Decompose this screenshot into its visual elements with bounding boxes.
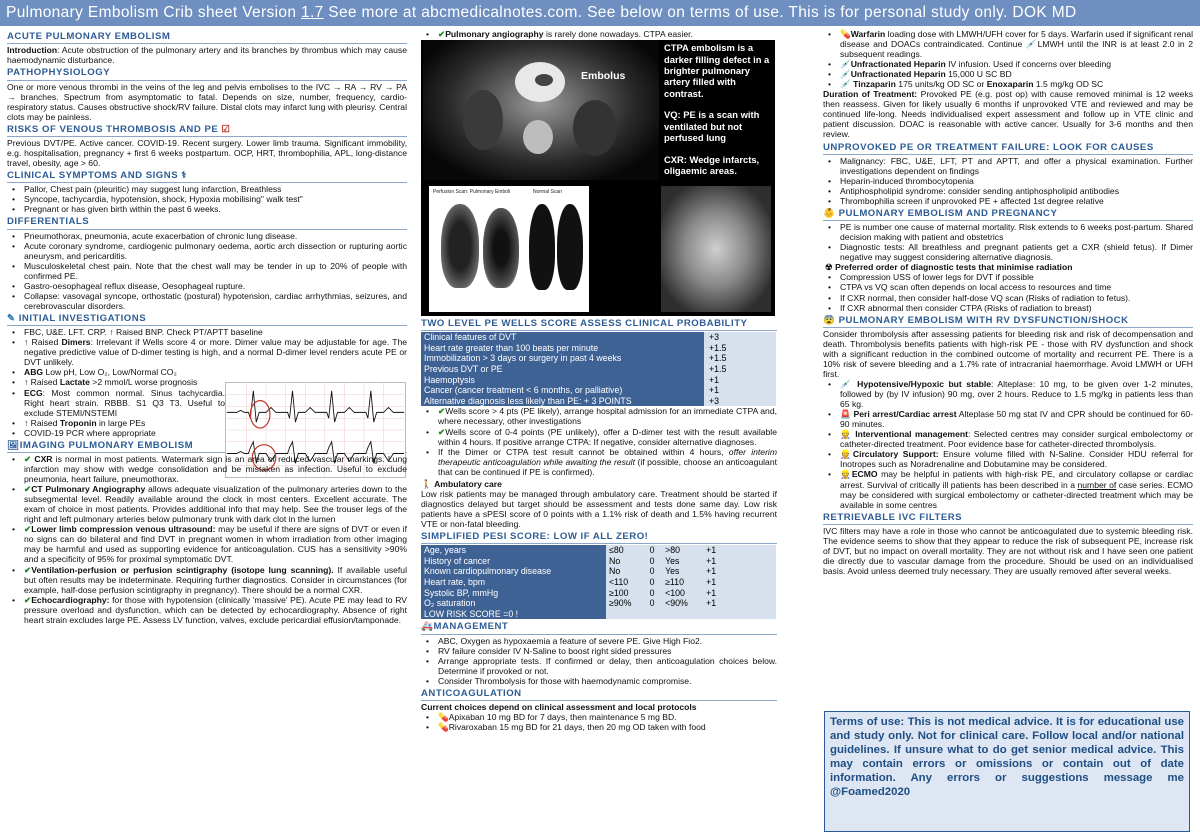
table-row: Known cardiopulmonary disease No 0 Yes +1 <box>421 566 776 577</box>
duration-text: Duration of Treatment: Provoked PE (e.g. post op) with cause removed minimal is 12 weeks then reassess. Given for likely usually 6 months if unprovoked VTE and reviewed and may be continued life-long. Needs individualised expert assessment and follow up in VTE clinic and patient discussion. DOAC is reasonable with active cancer. Usually for 3-6 months and then review. <box>823 89 1193 140</box>
table-row: O₂ saturation ≥90% 0 <90% +1 <box>421 598 776 609</box>
wells-table <box>421 332 776 406</box>
risks-heading: RISKS OF VENOUS THROMBOSIS AND PE ☑ <box>7 124 407 137</box>
list-item: • 💉 Tinzaparin 175 units/kg OD SC or Enoxaparin 1.5 mg/kg OD SC <box>823 79 1193 89</box>
terms-of-use-box: Terms of use: This is not medical advice. It is for educational use and study only. Not for clinical care. Follow local and/or national guidelines. If unsure what to do get senior medical advice. This may contain errors or omissions or contain out of date information. Any errors or suggestions message me @Foamed2020 <box>824 711 1190 832</box>
baby-icon: 👶 <box>823 207 836 219</box>
list-item: • ✔Wells score > 4 pts (PE likely), arrange hospital admission for an immediate CTPA and, where necessary, other investigations <box>421 406 777 426</box>
differentials-list <box>7 231 407 311</box>
list-item: • Syncope, tachycardia, hypotension, shock, Hypoxia mobilising" walk test" <box>7 194 407 204</box>
table-row: Immobilization > 3 days or surgery in past 4 weeks +1.5 <box>421 353 776 364</box>
list-item: • 👷 Interventional management: Selected centres may consider surgical embolectomy or catheter-directed treatment. Poor evidence base for catheter-directed thrombolysis. <box>823 429 1193 449</box>
list-item: • ↑ Raised Troponin in large PEs <box>7 418 407 428</box>
column-3 <box>823 29 1193 834</box>
list-item: • Pneumothorax, pneumonia, acute exacerbation of chronic lung disease. <box>7 231 407 241</box>
ambulance-icon: 🚶 <box>421 478 432 489</box>
syringe-icon: 💉 <box>840 59 851 70</box>
list-item: • If CXR normal, then consider half-dose VQ scan (Risks of radiation to fetus). <box>823 293 1193 303</box>
version-link[interactable]: 1.7 <box>301 4 324 21</box>
doctor-icon: 👷 <box>840 429 852 440</box>
ivc-heading: RETRIEVABLE IVC FILTERS <box>823 512 1193 525</box>
list-item: • 💉Unfractionated Heparin IV infusion. Used if concerns over bleeding <box>823 59 1193 69</box>
pen-icon: ✎ <box>7 313 16 325</box>
list-item: • PE is number one cause of maternal mortality. Risk extends to 6 weeks post-partum. Shared decision making with patient and obstetrics <box>823 222 1193 242</box>
check-icon: ✔ <box>438 426 446 437</box>
list-item: • 🚨 Peri arrest/Cardiac arrest Alteplase 50 mg stat IV and CPR should be continued for 60-90 minutes. <box>823 409 1193 429</box>
ctpa-image <box>423 40 659 180</box>
list-item: • CTPA vs VQ scan often depends on local access to resources and time <box>823 282 1193 292</box>
table-row: Cancer (cancer treatment < 6 months, or palliative) +1 <box>421 385 776 396</box>
ivc-text: IVC filters may have a role in those who cannot be anticoagulated due to systemic bleeding risk. The evidence seems to show that they appear to reduce the risk of subsequent PE, increase risk of DVT, but no impact on overall mortality. They are not without risk and I have seen one patient die directly due to vascular damage from the procedure. Should be used on an individualised basis. Avoid unless deemed truly necessary. They are usually removed after several weeks. <box>823 525 1193 577</box>
list-item: • Gastro-oesophageal reflux disease, Oesophageal rupture. <box>7 281 407 291</box>
list-item: • 👷ECMO may be helpful in patients with high-risk PE, and circulatory collapse or cardiac arrest. Survival of critically ill patients has been described in a number of case series. ECMO may be considered with surgical embolectomy or catheter-directed treatment which may be available in some centres <box>823 469 1193 509</box>
check-icon: ✔ <box>24 594 32 605</box>
list-item: • If CXR abnormal then consider CTPA (Risks of radiation to breast) <box>823 303 1193 313</box>
check-icon: ✔ <box>438 29 446 39</box>
table-row: Alternative diagnosis less likely than PE: + 3 POINTS +3 <box>421 396 776 407</box>
unprovoked-heading: UNPROVOKED PE OR TREATMENT FAILURE: LOOK FOR CAUSES <box>823 142 1193 155</box>
acute-pe-heading: ACUTE PULMONARY EMBOLISM <box>7 31 407 44</box>
table-row: Heart rate, bpm <110 0 ≥110 +1 <box>421 577 776 588</box>
list-item: • Consider Thrombolysis for those with haemodynamic compromise. <box>421 676 777 686</box>
stethoscope-icon: ⚕ <box>181 170 187 182</box>
list-item: • ECG: Most common normal. Sinus tachycardia. Right heart strain. RBBB. S1 Q3 T3. Useful to exclude STEMI/NSTEMI <box>7 388 407 418</box>
list-item: • ✔Pulmonary angiography is rarely done nowadays. CTPA easier. <box>421 29 777 39</box>
unprovoked-list <box>823 156 1193 206</box>
list-item: • Pallor, Chest pain (pleuritic) may suggest lung infarction, Breathless <box>7 184 407 194</box>
investigations-heading: ✎ INITIAL INVESTIGATIONS <box>7 313 407 326</box>
list-item: • Pregnant or has given birth within the past 6 weeks. <box>7 204 407 214</box>
alarm-icon: 🚨 <box>840 409 851 420</box>
doctor-icon: 👷 <box>840 469 852 480</box>
table-row: Heart rate greater than 100 beats per minute +1.5 <box>421 343 776 354</box>
pill-icon: 💊 <box>438 712 449 723</box>
syringe-icon: 💉 <box>840 69 851 80</box>
management-heading: 🚑MANAGEMENT <box>421 621 777 634</box>
image-icon: 🖼 <box>7 439 20 451</box>
imaging-figure <box>421 40 775 316</box>
list-item: • ABG Low pH, Low O₂, Low/Normal CO₂ <box>7 367 407 377</box>
list-item: • 💉 Hypotensive/Hypoxic but stable: Alteplase: 10 mg, to be given over 1-2 minutes, followed by (by IV infusion) 90 mg, over 2 hours. Reduce to 1.5 mg/kg in patients less than 65 kg. <box>823 379 1193 409</box>
anticoagulation-heading: ANTICOAGULATION <box>421 688 777 701</box>
introduction: Introduction: Acute obstruction of the pulmonary artery and its branches by thrombus which may cause haemodynamic disturbance. <box>7 45 407 66</box>
pesi-heading: SIMPLIFIED PESI SCORE: LOW IF ALL ZERO! <box>421 531 777 544</box>
checkbox-icon: ☑ <box>221 123 231 135</box>
list-item: • Musculoskeletal chest pain. Note that the chest wall may be tender in up to 20% of people with confirmed PE. <box>7 261 407 281</box>
wells-heading: TWO LEVEL PE WELLS SCORE ASSESS CLINICAL PROBABILITY <box>421 318 777 331</box>
pathophysiology-heading: PATHOPHYSIOLOGY <box>7 67 407 80</box>
check-icon: ✔ <box>24 524 32 535</box>
list-item: • FBC, U&E. LFT. CRP. ↑ Raised BNP. Check PT/APTT baseline <box>7 327 407 337</box>
anticoagulation-intro: Current choices depend on clinical assessment and local protocols <box>421 702 697 713</box>
list-item: • Acute coronary syndrome, cardiogenic pulmonary oedema, aortic arch dissection or rupturing aortic aneurysm, and pericarditis. <box>7 241 407 261</box>
table-row: Haemoptysis +1 <box>421 375 776 386</box>
list-item: • 💊Rivaroxaban 15 mg BD for 21 days, then 20 mg OD taken with food <box>421 722 777 732</box>
radiation-icon: ☢ <box>825 262 833 273</box>
list-item: • COVID-19 PCR where appropriate <box>7 428 407 438</box>
anticoagulant-list <box>823 29 1193 89</box>
list-item: • Compression USS of lower legs for DVT if possible <box>823 272 1193 282</box>
list-item: • ✔Echocardiography: for those with hypotension (clinically 'massive' PE). Acute PE may lead to RV pressure overload and dysfunction, which can be detected by echocardiography. Absence of right heart strain excludes large PE. Assess LV function, valves, exclude pericardial effusion/tamponade. <box>7 595 407 625</box>
rv-list <box>823 379 1193 510</box>
embolus-label: Embolus <box>581 70 626 83</box>
list-item: • ↑ Raised Dimers: Irrelevant if Wells score 4 or more. Dimer value may be adjustable for age. The negative predictive value of D-dimer testing is high, and a normal D-dimer level renders acute PE or DVT unlikely. <box>7 337 407 367</box>
management-list <box>421 636 777 686</box>
wells-actions <box>421 406 777 476</box>
table-row: History of cancer No 0 Yes +1 <box>421 556 776 567</box>
clinical-list <box>7 184 407 214</box>
table-row: Previous DVT or PE +1.5 <box>421 364 776 375</box>
list-item: • Arrange appropriate tests. If confirmed or delay, then anticoagulation choices below. Determine if provoked or not. <box>421 656 777 676</box>
ambulance-icon: 🚑 <box>421 621 434 633</box>
angiography-list <box>421 29 777 39</box>
doctor-icon: 👷 <box>840 449 853 460</box>
list-item: • Thrombophilia screen if unprovoked PE + affected 1st degree relative <box>823 196 1193 206</box>
table-row: Systolic BP, mmHg ≥100 0 <100 +1 <box>421 588 776 599</box>
pathophysiology-text: One or more venous thrombi in the veins of the leg and pelvis embolises to the IVC → RA → RV → PA → branches. Spectrum from asymptomatic to fatal. Depends on size, number, frequency, cardio-respiratory status. Causes obstructive shock/RV failure. Distal clots may infarct lung with pleurisy. Central clots may be painless. <box>7 81 407 122</box>
list-item: • ✔CT Pulmonary Angiography allows adequate visualization of the pulmonary arteries down to the subsegmental level. Readily available around the clock in most centers. Excellent accurate. The exam of choice in most patients. Provides additional info that may help. See the trouser legs of the right and left pulmonary arteries below pulmonary trunk with dark clot in the lumen <box>7 484 407 524</box>
list-item: • RV failure consider IV N-Saline to boost right sided pressures <box>421 646 777 656</box>
column-2 <box>421 29 777 834</box>
column-1 <box>7 29 407 834</box>
table-row: LOW RISK SCORE =0 ! <box>421 609 776 620</box>
worried-face-icon: 😨 <box>823 314 836 326</box>
list-item: • Malignancy: FBC, U&E, LFT, PT and APTT, and offer a physical examination. Further investigations dependent on findings <box>823 156 1193 176</box>
list-item: • 💊Apixaban 10 mg BD for 7 days, then maintenance 5 mg BD. <box>421 712 777 722</box>
pill-icon: 💊 <box>438 722 449 733</box>
table-row: Clinical features of DVT +3 <box>421 332 776 343</box>
list-item: • Collapse: vasovagal syncope, orthostatic (postural) hypotension, cardiac arrhythmias, seizures, and cerebrovascular disorders. <box>7 291 407 311</box>
radiation-heading: ☢ Preferred order of diagnostic tests that minimise radiation <box>825 262 1073 273</box>
page-banner: Pulmonary Embolism Crib sheet Version 1.7 See more at abcmedicalnotes.com. See below on terms of use. This is for personal study only. DOK MD <box>0 0 1200 26</box>
list-item: • 💊Warfarin loading dose with LMWH/UFH cover for 5 days. Warfarin used if significant renal disease and DOACs contraindicated. Continue 💉LMWH until the INR is at least 2.0 in 2 subsequent readings. <box>823 29 1193 59</box>
check-icon: ✔ <box>24 453 32 464</box>
rv-heading: 😨 PULMONARY EMBOLISM WITH RV DYSFUNCTION/SHOCK <box>823 315 1193 328</box>
imaging-list <box>7 454 407 625</box>
check-icon: ✔ <box>24 564 32 575</box>
list-item: • ✔Wells score of 0-4 points (PE unlikely), offer a D-dimer test with the result available within 4 hours. If positive arrange CTPA: If negative, consider alternative diagnoses. <box>421 427 777 447</box>
table-row: Age, years ≤80 0 >80 +1 <box>421 545 776 556</box>
risks-text: Previous DVT/PE. Active cancer. COVID-19. Recent surgery. Lower limb trauma. Significant immobility, e.g. hospitalisation, pregnancy + first 6 weeks postpartum. OCP, HRT, thrombophilia, APL, long-distance travel, obesity, age > 60. <box>7 137 407 169</box>
clinical-heading: CLINICAL SYMPTOMS AND SIGNS ⚕ <box>7 170 407 183</box>
anticoagulation-list <box>421 712 777 732</box>
list-item: • ✔Lower limb compression venous ultrasound: may be useful if there are signs of DVT or even if no signs can do bilateral and find DVT in pregnant women in whom irradiation from other imaging may be harmful and used as supporting evidence for anticoagulation. CUS has a sensitivity >90% and a specificity of 95% for proximal symptomatic DVT. <box>7 524 407 564</box>
differentials-heading: DIFFERENTIALS <box>7 216 407 229</box>
pesi-table <box>421 545 776 619</box>
list-item: • 👷Circulatory Support: Ensure volume filled with N-Saline. Consider HDU referral for Inotropes such as Noradrenaline and Dobutamine may be considered. <box>823 449 1193 469</box>
list-item: • If the Dimer or CTPA test result cannot be obtained within 4 hours, offer interim therapeutic anticoagulation while awaiting the result (if possible, choose an anticoagulant that can be continued if PE is confirmed). <box>421 447 777 477</box>
pregnancy-heading: 👶 PULMONARY EMBOLISM AND PREGNANCY <box>823 208 1193 221</box>
check-icon: ✔ <box>438 406 446 417</box>
vq-scan-image: Perfusion Scan: Pulmonary Emboli Normal Scan <box>429 186 589 312</box>
list-item: • ABC, Oxygen as hypoxaemia a feature of severe PE. Give High Fio2. <box>421 636 777 646</box>
list-item: • ✔ CXR is normal in most patients. Watermark sign is an area of reduced vascular markings. Lung infarction may show with wedge consolidation and be mistaken as infection. Useful to exclude pneumonia, heart failure, pneumothorax. <box>7 454 407 484</box>
list-item: • Diagnostic tests: All breathless and pregnant patients get a CXR (shield fetus). If Dimer negative may suggest considering alternative diagnosis. <box>823 242 1193 262</box>
imaging-heading: 🖼IMAGING PULMONARY EMBOLISM <box>7 440 407 453</box>
ambulatory-heading: Ambulatory care <box>434 478 502 489</box>
ambulatory-text: Low risk patients may be managed through ambulatory care. Treatment should be started if diagnostics delayed but target should be assessment and tests done same day. Low risk patients have a sPESI score of 0 points with a 1.1% risk of death and 1.5% having recurrent VTE or non-fatal bleeding. <box>421 488 777 529</box>
list-item: • Heparin-induced thrombocytopenia <box>823 176 1193 186</box>
pill-icon: 💊 <box>840 29 851 39</box>
chest-xray-image <box>661 186 771 312</box>
syringe-icon: 💉 <box>840 79 851 90</box>
list-item: • ↑ Raised Lactate >2 mmol/L worse prognosis <box>7 377 407 387</box>
pregnancy-list <box>823 222 1193 262</box>
imaging-caption: CTPA embolism is a darker filling defect in a brighter pulmonary artery filled with contrast. VQ: PE is a scan with ventilated but not perfused lung CXR: Wedge infarcts, oligaemic areas. <box>664 42 770 177</box>
rv-text: Consider thrombolysis after assessing patients for bleeding risk and risk of decompensation and death. Thrombolysis benefits patients with high-risk PE - those with RV dysfunction and shock with a significant reduction in the combined outcome of mortality and recurrent PE. There is a 10% risk of severe bleeding and a 1.7% rate of intracranial haemorrhage. Avoid LMWH or UFH first. <box>823 328 1193 380</box>
syringe-icon: 💉 <box>840 379 853 390</box>
syringe-icon: 💉 <box>1025 39 1038 50</box>
list-item: • 💉Unfractionated Heparin 15,000 U SC BD <box>823 69 1193 79</box>
list-item: • ✔Ventilation-perfusion or perfusion scintigraphy (isotope lung scanning). If available useful but often results may be indeterminate. Requiring further diagnostics. Consider in circumstances (for example, half-dose perfusion scintigraphy in pregnancy). There should be a normal CXR. <box>7 565 407 595</box>
list-item: • Antiphospholipid syndrome: consider sending antiphospholipid antibodies <box>823 186 1193 196</box>
check-icon: ✔ <box>24 484 32 495</box>
radiation-list <box>823 272 1193 312</box>
